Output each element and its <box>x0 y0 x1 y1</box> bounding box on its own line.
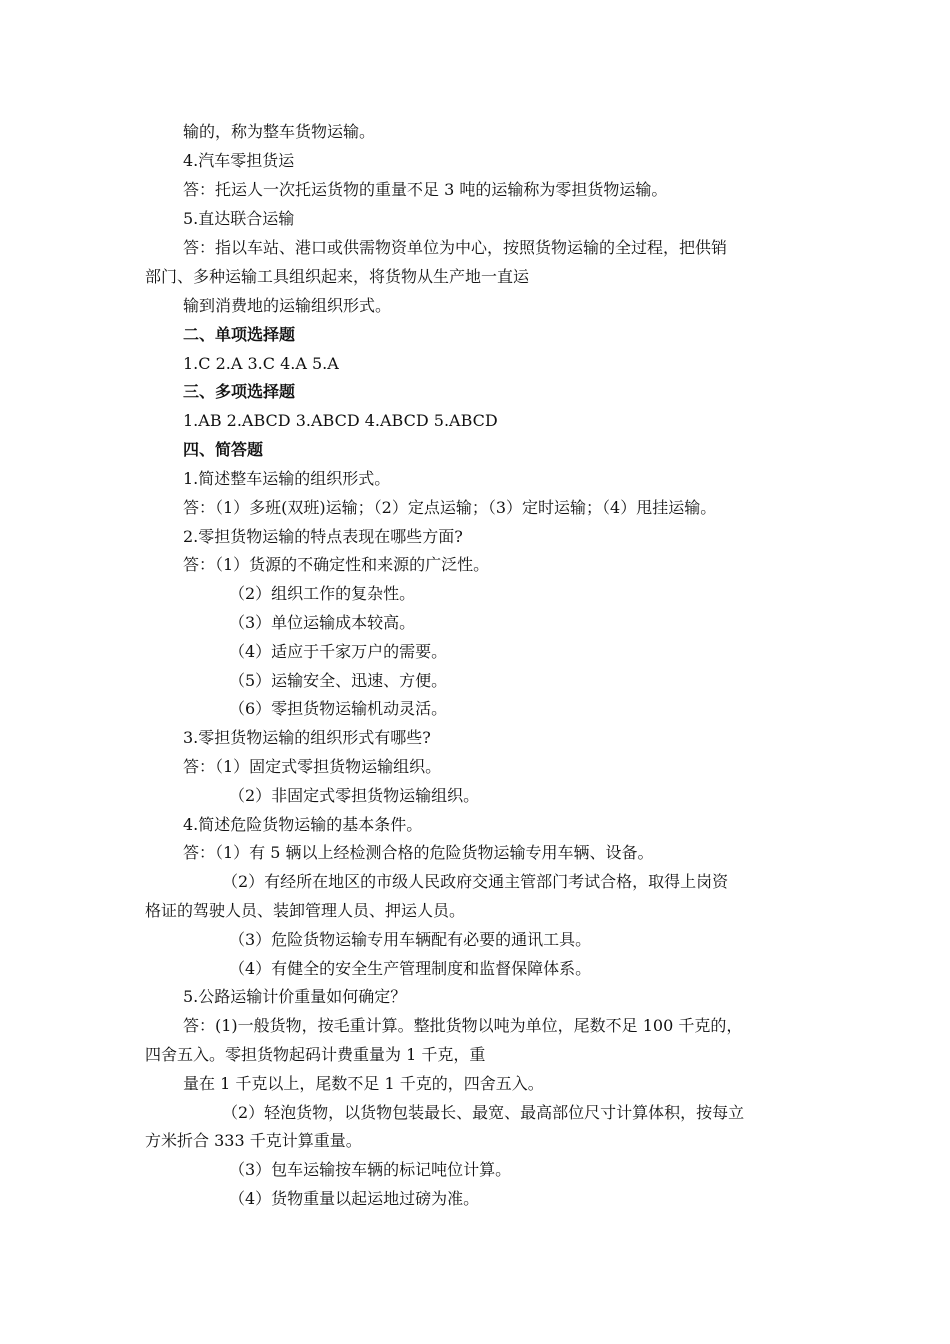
answer-item: （5）运输安全、迅速、方便。 <box>229 671 448 690</box>
answer-item: （4）适应于千家万户的需要。 <box>229 642 448 661</box>
answer-item: （4）货物重量以起运地过磅为准。 <box>229 1189 480 1208</box>
answer-item: （2）轻泡货物，以货物包装最长、最宽、最高部位尺寸计算体积，按每立 <box>222 1103 745 1122</box>
answer-line: 答：（1）多班(双班)运输；（2）定点运输；（3）定时运输；（4）甩挂运输。 <box>183 498 717 517</box>
answer-item: （2）非固定式零担货物运输组织。 <box>229 786 480 805</box>
question-line: 5.公路运输计价重量如何确定？ <box>183 987 407 1006</box>
answer-item: （4）有健全的安全生产管理制度和监督保障体系。 <box>229 959 592 978</box>
answer-line: 答：(1)一般货物，按毛重计算。整批货物以吨为单位，尾数不足 100 千克的， <box>183 1016 743 1035</box>
answer-line: 答：（1）固定式零担货物运输组织。 <box>183 757 442 776</box>
answer-key: 1.AB 2.ABCD 3.ABCD 4.ABCD 5.ABCD <box>183 411 498 430</box>
answer-line: 答：（1）有 5 辆以上经检测合格的危险货物运输专用车辆、设备。 <box>183 843 654 862</box>
answer-item: （3）包车运输按车辆的标记吨位计算。 <box>229 1160 512 1179</box>
answer-key: 1.C 2.A 3.C 4.A 5.A <box>183 354 339 373</box>
answer-line: 答：托运人一次托运货物的重量不足 3 吨的运输称为零担货物运输。 <box>183 180 668 199</box>
question-line: 4.简述危险货物运输的基本条件。 <box>183 815 423 834</box>
question-line: 2.零担货物运输的特点表现在哪些方面? <box>183 527 463 546</box>
item-heading: 5.直达联合运输 <box>183 209 295 228</box>
text-line: 输的，称为整车货物运输。 <box>183 122 376 141</box>
section-heading: 三、多项选择题 <box>183 382 296 401</box>
answer-item: （2）有经所在地区的市级人民政府交通主管部门考试合格，取得上岗资 <box>222 872 729 891</box>
text-line: 部门、多种运输工具组织起来，将货物从生产地一直运 <box>145 267 530 286</box>
item-heading: 4.汽车零担货运 <box>183 151 295 170</box>
answer-item: （3）单位运输成本较高。 <box>229 613 416 632</box>
question-line: 3.零担货物运输的组织形式有哪些? <box>183 728 431 747</box>
text-line: 量在 1 千克以上，尾数不足 1 千克的，四舍五入。 <box>183 1074 544 1093</box>
text-line: 四舍五入。零担货物起码计费重量为 1 千克，重 <box>145 1045 486 1064</box>
answer-item: （3）危险货物运输专用车辆配有必要的通讯工具。 <box>229 930 592 949</box>
answer-item: （6）零担货物运输机动灵活。 <box>229 699 448 718</box>
section-heading: 二、单项选择题 <box>183 325 296 344</box>
answer-line: 答：指以车站、港口或供需物资单位为中心，按照货物运输的全过程，把供销 <box>183 238 728 257</box>
answer-item: （2）组织工作的复杂性。 <box>229 584 416 603</box>
text-line: 方米折合 333 千克计算重量。 <box>145 1131 362 1150</box>
section-heading: 四、简答题 <box>183 440 264 459</box>
text-line: 输到消费地的运输组织形式。 <box>183 296 392 315</box>
text-line: 格证的驾驶人员、装卸管理人员、押运人员。 <box>145 901 466 920</box>
question-line: 1.简述整车运输的组织形式。 <box>183 469 391 488</box>
answer-line: 答：（1）货源的不确定性和来源的广泛性。 <box>183 555 490 574</box>
